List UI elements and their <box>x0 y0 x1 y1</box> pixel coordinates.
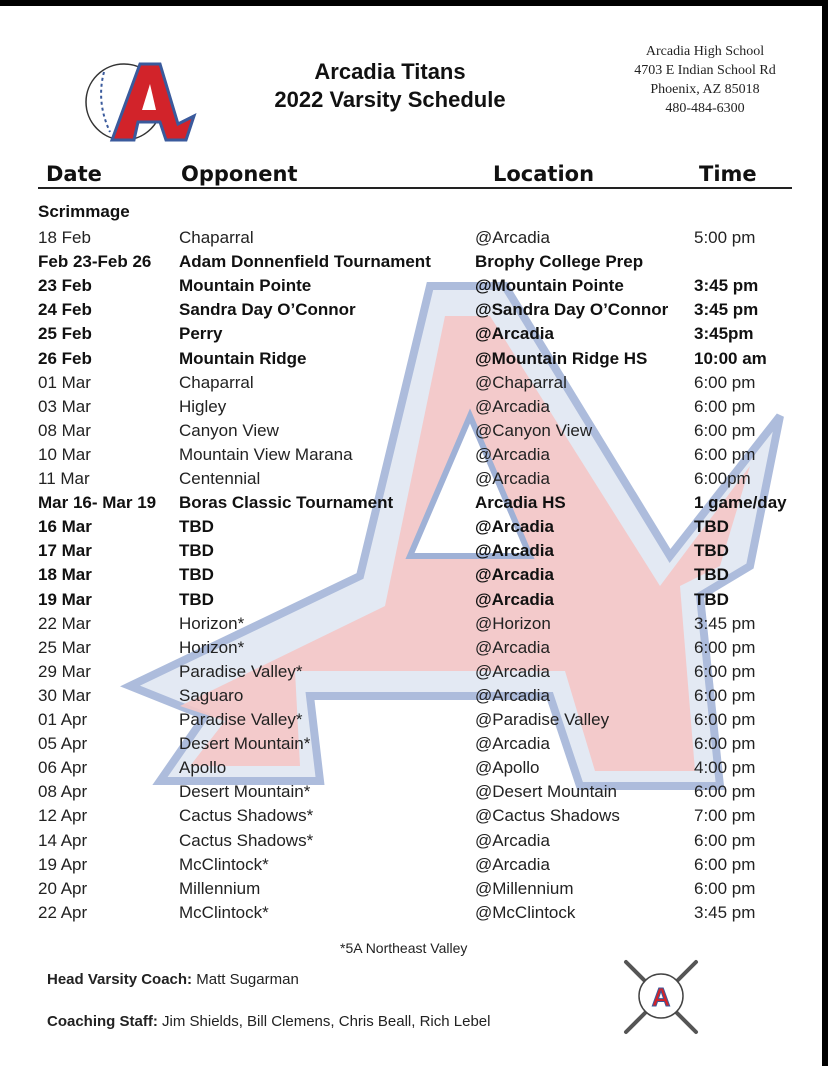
header-divider <box>38 187 792 189</box>
row-date: 25 Mar <box>38 637 91 657</box>
row-date: 12 Apr <box>38 806 88 826</box>
row-time: 7:00 pm <box>694 806 756 826</box>
row-date: 14 Apr <box>38 830 88 850</box>
row-location: @Chaparral <box>475 372 567 392</box>
row-time: TBD <box>694 589 729 609</box>
row-date: 23 Feb <box>38 276 92 296</box>
address-line: 480-484-6300 <box>665 101 745 116</box>
row-location: @Cactus Shadows <box>475 806 620 826</box>
row-date: 25 Feb <box>38 324 92 344</box>
row-date: 26 Feb <box>38 348 92 368</box>
row-date: 05 Apr <box>38 734 88 754</box>
row-time: 1 game/day <box>694 493 787 513</box>
row-date: Feb 23-Feb 26 <box>38 252 152 272</box>
row-date: 22 Mar <box>38 613 91 633</box>
row-opponent: Cactus Shadows* <box>179 806 314 826</box>
row-location: @Arcadia <box>475 517 554 537</box>
row-date: 22 Apr <box>38 902 88 922</box>
coaching-staff-names: Jim Shields, Bill Clemens, Chris Beall, Rich Lebel <box>162 1013 491 1030</box>
coaching-staff <box>47 1013 490 1030</box>
row-location: @Mountain Pointe <box>475 276 624 296</box>
row-opponent: Desert Mountain* <box>179 782 311 802</box>
titans-logo-icon <box>82 52 200 152</box>
row-time: 6:00 pm <box>694 710 756 729</box>
row-opponent: Perry <box>179 324 223 344</box>
row-time: TBD <box>694 517 729 537</box>
head-coach-label: Head Varsity Coach: <box>47 971 193 988</box>
row-date: 24 Feb <box>38 300 92 320</box>
row-location: @Arcadia <box>475 661 550 681</box>
address-line: Phoenix, AZ 85018 <box>650 82 760 97</box>
column-header-date: Date <box>46 162 102 186</box>
row-location: @Paradise Valley <box>475 710 610 729</box>
row-time: 6:00 pm <box>694 734 756 754</box>
row-opponent: Sandra Day O’Connor <box>179 300 356 320</box>
row-location: @Arcadia <box>475 541 554 561</box>
row-time: 3:45 pm <box>694 276 759 296</box>
row-opponent: TBD <box>179 517 214 537</box>
row-opponent: Mountain Pointe <box>179 276 312 296</box>
row-location: @Millennium <box>475 878 574 898</box>
row-date: 18 Feb <box>38 228 91 247</box>
row-date: 17 Mar <box>38 541 92 561</box>
row-location: @Sandra Day O’Connor <box>475 300 669 320</box>
row-opponent: McClintock* <box>179 902 269 922</box>
row-date: 03 Mar <box>38 396 91 416</box>
row-date: 16 Mar <box>38 517 92 537</box>
row-location: @Apollo <box>475 758 540 778</box>
row-date: 10 Mar <box>38 444 91 464</box>
row-time: 6:00 pm <box>694 420 756 440</box>
row-opponent: Millennium <box>179 878 261 898</box>
row-time: 4:00 pm <box>694 758 756 778</box>
page-title <box>240 58 540 114</box>
row-time: 6:00pm <box>694 469 751 488</box>
row-date: 19 Mar <box>38 589 92 609</box>
row-opponent: Cactus Shadows* <box>179 830 314 850</box>
row-time: 6:00 pm <box>694 661 756 681</box>
row-time: 6:00 pm <box>694 444 756 464</box>
row-date: 06 Apr <box>38 758 88 778</box>
column-header-time: Time <box>699 162 757 186</box>
column-header-opponent: Opponent <box>181 162 298 186</box>
row-location: @Arcadia <box>475 685 550 705</box>
row-time: 3:45 pm <box>694 300 759 320</box>
row-opponent: Chaparral <box>179 228 254 247</box>
row-location: @Arcadia <box>475 565 554 585</box>
row-opponent: Chaparral <box>179 372 254 392</box>
row-time: 5:00 pm <box>694 228 756 247</box>
head-coach <box>47 971 299 988</box>
row-location: @Arcadia <box>475 734 550 754</box>
row-location: @Arcadia <box>475 854 550 874</box>
row-opponent: Horizon* <box>179 613 245 633</box>
row-time: 3:45pm <box>694 324 754 344</box>
row-time: 6:00 pm <box>694 637 756 657</box>
school-address <box>612 42 798 118</box>
coaching-staff-label: Coaching Staff: <box>47 1013 158 1030</box>
row-time: 10:00 am <box>694 348 767 368</box>
section-label: Scrimmage <box>38 202 130 221</box>
row-time: 6:00 pm <box>694 854 756 874</box>
row-date: Mar 16- Mar 19 <box>38 493 157 513</box>
address-line: 4703 E Indian School Rd <box>634 63 776 78</box>
row-location: @Arcadia <box>475 637 550 657</box>
column-header-location: Location <box>493 162 595 186</box>
row-opponent: Canyon View <box>179 420 279 440</box>
row-opponent: Boras Classic Tournament <box>179 493 394 513</box>
row-location: @Arcadia <box>475 324 554 344</box>
row-date: 08 Apr <box>38 782 88 802</box>
row-time: 6:00 pm <box>694 782 756 802</box>
row-opponent: Saguaro <box>179 685 244 705</box>
row-location: @Horizon <box>475 613 551 633</box>
head-coach-name: Matt Sugarman <box>196 971 299 988</box>
title-schedule: 2022 Varsity Schedule <box>274 87 506 112</box>
title-team: Arcadia Titans <box>314 59 466 84</box>
row-time: 6:00 pm <box>694 830 756 850</box>
row-location: @Mountain Ridge HS <box>475 348 648 368</box>
row-opponent: TBD <box>179 565 214 585</box>
row-opponent: Desert Mountain* <box>179 734 311 754</box>
row-opponent: Paradise Valley* <box>179 661 303 681</box>
row-opponent: Paradise Valley* <box>179 710 303 729</box>
row-opponent: Mountain Ridge <box>179 348 307 368</box>
bats-logo-letter: A <box>651 982 671 1012</box>
row-opponent: Mountain View Marana <box>179 444 353 464</box>
row-opponent: TBD <box>179 589 214 609</box>
row-opponent: Horizon* <box>179 637 245 657</box>
row-location: @Arcadia <box>475 396 550 416</box>
row-date: 08 Mar <box>38 420 91 440</box>
row-location: @Desert Mountain <box>475 782 617 802</box>
row-location: @Arcadia <box>475 228 550 247</box>
row-date: 01 Apr <box>38 710 88 729</box>
row-date: 11 Mar <box>38 469 90 488</box>
address-line: Arcadia High School <box>645 44 765 59</box>
row-location: @Arcadia <box>475 469 550 488</box>
crossed-bats-logo-icon <box>620 956 702 1038</box>
row-date: 19 Apr <box>38 854 88 874</box>
row-opponent: Adam Donnenfield Tournament <box>179 252 431 272</box>
row-time: 3:45 pm <box>694 902 756 922</box>
row-location: @McClintock <box>475 902 576 922</box>
row-time: 6:00 pm <box>694 372 756 392</box>
row-date: 18 Mar <box>38 565 92 585</box>
schedule-page <box>0 6 822 1066</box>
row-time: 6:00 pm <box>694 396 756 416</box>
row-time: 3:45 pm <box>694 613 756 633</box>
row-opponent: Centennial <box>179 469 261 488</box>
row-opponent: TBD <box>179 541 214 561</box>
row-location: @Arcadia <box>475 830 550 850</box>
row-date: 01 Mar <box>38 372 91 392</box>
footnote: *5A Northeast Valley <box>340 940 468 956</box>
row-opponent: Apollo <box>179 758 227 778</box>
row-date: 20 Apr <box>38 878 88 898</box>
row-date: 29 Mar <box>38 661 91 681</box>
row-location: Brophy College Prep <box>475 252 644 272</box>
row-location: @Canyon View <box>475 420 593 440</box>
row-location: Arcadia HS <box>475 493 566 513</box>
row-time: 6:00 pm <box>694 878 756 898</box>
row-opponent: Higley <box>179 396 227 416</box>
row-time: TBD <box>694 541 729 561</box>
row-location: @Arcadia <box>475 589 554 609</box>
row-time: TBD <box>694 565 729 585</box>
row-opponent: McClintock* <box>179 854 269 874</box>
row-date: 30 Mar <box>38 685 91 705</box>
row-time: 6:00 pm <box>694 685 756 705</box>
row-location: @Arcadia <box>475 444 550 464</box>
